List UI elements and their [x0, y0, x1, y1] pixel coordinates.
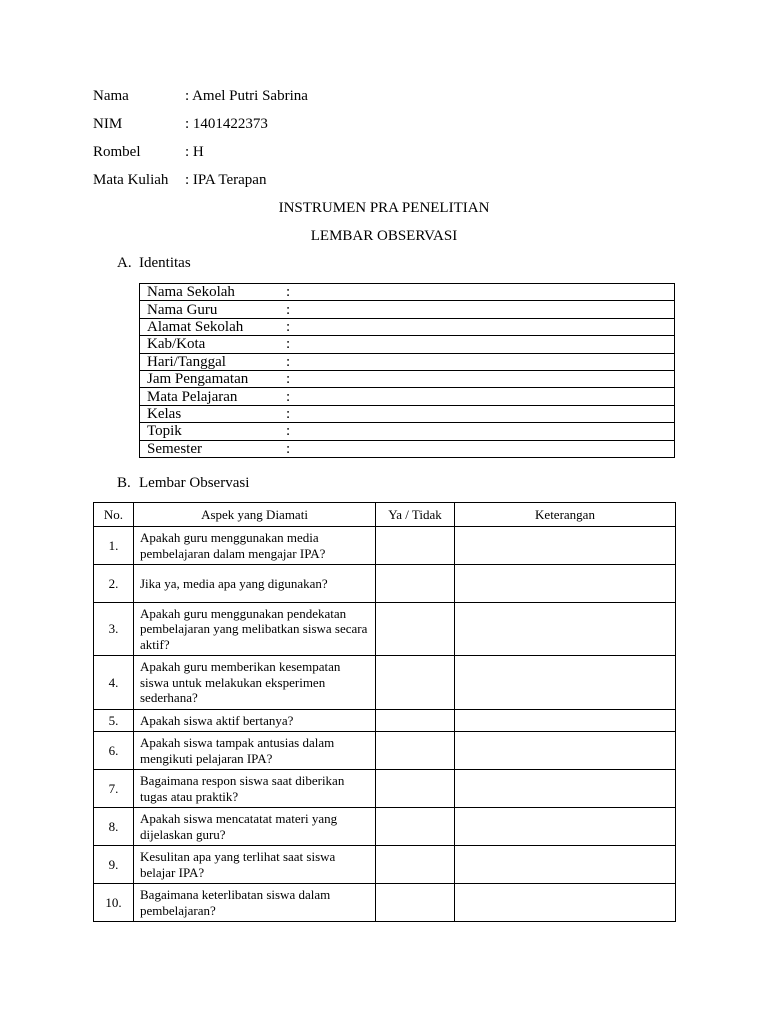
- table-row: [94, 603, 676, 656]
- identity-row: [140, 301, 675, 318]
- identity-row: [140, 423, 675, 440]
- identity-value: :: [286, 301, 675, 318]
- identity-value: :: [286, 405, 675, 422]
- keterangan-cell[interactable]: [455, 884, 676, 922]
- section-title: Lembar Observasi: [139, 475, 250, 491]
- ya-tidak-cell[interactable]: [376, 808, 455, 846]
- row-number: 5.: [94, 710, 134, 732]
- ya-tidak-cell[interactable]: [376, 710, 455, 732]
- identity-label: Alamat Sekolah: [140, 318, 287, 335]
- keterangan-cell[interactable]: [455, 732, 676, 770]
- identity-row: [140, 388, 675, 405]
- table-row: [94, 565, 676, 603]
- table-header-row: [94, 503, 676, 527]
- ya-tidak-cell[interactable]: [376, 565, 455, 603]
- keterangan-cell[interactable]: [455, 808, 676, 846]
- keterangan-cell[interactable]: [455, 527, 676, 565]
- field-value: : H: [185, 144, 204, 160]
- row-aspek: Apakah siswa mencatatat materi yang dijelaskan guru?: [134, 808, 376, 846]
- section-title: Identitas: [139, 255, 191, 271]
- ya-tidak-cell[interactable]: [376, 770, 455, 808]
- table-row: [94, 808, 676, 846]
- field-label: Rombel: [93, 144, 141, 160]
- row-number: 3.: [94, 603, 134, 656]
- section-b-heading: [117, 473, 249, 493]
- field-label: Mata Kuliah: [93, 172, 169, 188]
- row-number: 2.: [94, 565, 134, 603]
- row-aspek: Apakah siswa aktif bertanya?: [134, 710, 376, 732]
- field-value: : Amel Putri Sabrina: [185, 88, 308, 104]
- identity-value: :: [286, 440, 675, 457]
- row-number: 10.: [94, 884, 134, 922]
- column-header-ya-tidak: Ya / Tidak: [376, 503, 455, 527]
- table-row: [94, 527, 676, 565]
- row-number: 9.: [94, 846, 134, 884]
- document-title: INSTRUMEN PRA PENELITIAN: [278, 200, 490, 216]
- identity-value: :: [286, 353, 675, 370]
- identity-label: Nama Sekolah: [140, 284, 287, 301]
- identity-label: Semester: [140, 440, 287, 457]
- identity-label: Kab/Kota: [140, 336, 287, 353]
- identity-row: [140, 318, 675, 335]
- row-aspek: Jika ya, media apa yang digunakan?: [134, 565, 376, 603]
- identity-row: [140, 284, 675, 301]
- identity-value: :: [286, 336, 675, 353]
- row-number: 7.: [94, 770, 134, 808]
- row-aspek: Kesulitan apa yang terlihat saat siswa belajar IPA?: [134, 846, 376, 884]
- table-row: [94, 846, 676, 884]
- row-aspek: Apakah guru menggunakan media pembelajaran dalam mengajar IPA?: [134, 527, 376, 565]
- identity-row: [140, 353, 675, 370]
- keterangan-cell[interactable]: [455, 656, 676, 710]
- observation-table: [93, 502, 676, 922]
- identity-label: Jam Pengamatan: [140, 370, 287, 387]
- table-row: [94, 770, 676, 808]
- identity-row: [140, 440, 675, 457]
- row-aspek: Apakah siswa tampak antusias dalam mengikuti pelajaran IPA?: [134, 732, 376, 770]
- identity-row: [140, 370, 675, 387]
- identity-row: [140, 336, 675, 353]
- column-header-keterangan: Keterangan: [455, 503, 676, 527]
- identity-label: Nama Guru: [140, 301, 287, 318]
- identity-value: :: [286, 284, 675, 301]
- ya-tidak-cell[interactable]: [376, 656, 455, 710]
- row-aspek: Apakah guru menggunakan pendekatan pembelajaran yang melibatkan siswa secara aktif?: [134, 603, 376, 656]
- table-row: [94, 884, 676, 922]
- identity-value: :: [286, 370, 675, 387]
- keterangan-cell[interactable]: [455, 565, 676, 603]
- row-number: 6.: [94, 732, 134, 770]
- identity-label: Topik: [140, 423, 287, 440]
- identity-table: [139, 283, 675, 458]
- keterangan-cell[interactable]: [455, 846, 676, 884]
- keterangan-cell[interactable]: [455, 770, 676, 808]
- row-aspek: Bagaimana keterlibatan siswa dalam pembelajaran?: [134, 884, 376, 922]
- ya-tidak-cell[interactable]: [376, 846, 455, 884]
- keterangan-cell[interactable]: [455, 603, 676, 656]
- table-row: [94, 710, 676, 732]
- section-letter: A.: [117, 255, 132, 271]
- identity-value: :: [286, 423, 675, 440]
- ya-tidak-cell[interactable]: [376, 603, 455, 656]
- field-value: : 1401422373: [185, 116, 268, 132]
- ya-tidak-cell[interactable]: [376, 527, 455, 565]
- identity-label: Mata Pelajaran: [140, 388, 287, 405]
- keterangan-cell[interactable]: [455, 710, 676, 732]
- ya-tidak-cell[interactable]: [376, 884, 455, 922]
- section-letter: B.: [117, 475, 131, 491]
- column-header-no: No.: [94, 503, 134, 527]
- identity-label: Kelas: [140, 405, 287, 422]
- field-value: : IPA Terapan: [185, 172, 267, 188]
- field-label: NIM: [93, 116, 123, 132]
- document-subtitle: LEMBAR OBSERVASI: [310, 228, 458, 244]
- field-label: Nama: [93, 88, 129, 104]
- identity-row: [140, 405, 675, 422]
- row-number: 4.: [94, 656, 134, 710]
- identity-label: Hari/Tanggal: [140, 353, 287, 370]
- ya-tidak-cell[interactable]: [376, 732, 455, 770]
- row-number: 1.: [94, 527, 134, 565]
- table-row: [94, 732, 676, 770]
- row-number: 8.: [94, 808, 134, 846]
- row-aspek: Bagaimana respon siswa saat diberikan tugas atau praktik?: [134, 770, 376, 808]
- table-row: [94, 656, 676, 710]
- identity-value: :: [286, 388, 675, 405]
- section-a-heading: [117, 253, 191, 273]
- identity-value: :: [286, 318, 675, 335]
- row-aspek: Apakah guru memberikan kesempatan siswa untuk melakukan eksperimen sederhana?: [134, 656, 376, 710]
- column-header-aspek: Aspek yang Diamati: [134, 503, 376, 527]
